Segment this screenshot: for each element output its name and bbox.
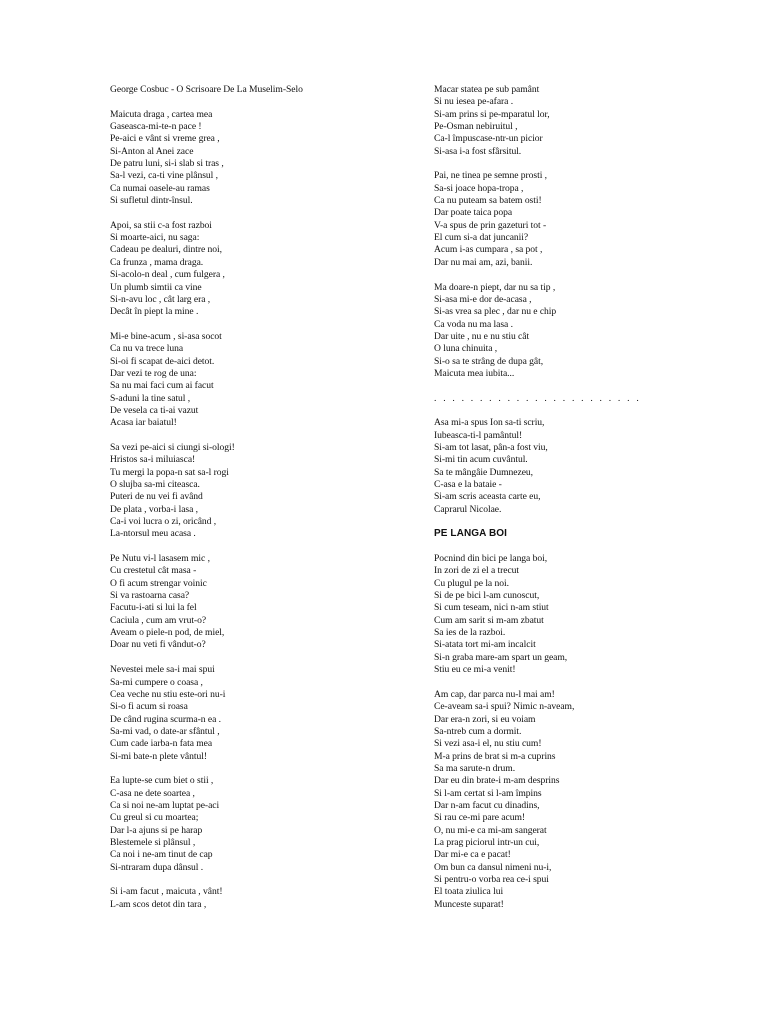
- poem-line: Si-am prins si pe-mparatul lor,: [434, 108, 550, 120]
- poem-line: Mi-e bine-acum , si-asa socot: [110, 330, 222, 342]
- poem-line: El toata ziulica lui: [434, 886, 504, 898]
- poem-line: Om bun ca dansul nimeni nu-i,: [434, 861, 552, 873]
- poem-line: Cum cade iarba-n fata mea: [110, 738, 213, 750]
- stanza-break: [434, 269, 694, 281]
- poem-line: Dar poate taica popa: [434, 207, 513, 219]
- poem-line: Sa-ntreb cum a dormit.: [434, 725, 522, 737]
- poem-line: Acasa iar baiatul!: [110, 417, 177, 429]
- poem-line: Ca-i voi lucra o zi, oricând ,: [110, 516, 217, 528]
- poem-line: S-aduni la tine satul ,: [110, 392, 191, 404]
- stanza-break: [434, 677, 694, 689]
- poem-line: De plata , vorba-i lasa ,: [110, 503, 198, 515]
- poem-line: C-asa e la bataie -: [434, 479, 502, 490]
- poem-line: Ca-l împuscase-ntr-un picior: [434, 133, 543, 145]
- poem-line: Doar nu veti fi vândut-o?: [110, 639, 206, 651]
- stanza-break: [434, 380, 694, 392]
- poem-line: Si rau ce-mi pare acum!: [434, 812, 526, 824]
- poem-line: Sa vezi pe-aici si ciungi si-ologi!: [110, 441, 235, 453]
- poem-line: La-ntorsul meu acasa .: [110, 528, 196, 540]
- poem-line: Dar era-n zori, si eu voiam: [434, 713, 536, 725]
- stanza-break: [110, 430, 370, 442]
- poem-line: La prag piciorul intr-un cui,: [434, 836, 540, 848]
- stanza-break: [110, 541, 370, 553]
- poem-line: C-asa ne dete soartea ,: [110, 787, 195, 799]
- poem-line: Si l-am certat si l-am împins: [434, 787, 542, 799]
- poem-line: Dar uite , nu e nu stiu cât: [434, 330, 530, 342]
- poem-line: Ca voda nu ma lasa .: [434, 318, 513, 330]
- poem-line: El cum si-a dat juncanii?: [434, 232, 529, 244]
- poem-line: Cum am sarit si m-am zbatut: [434, 614, 544, 626]
- poem-line: Ca numai oasele-au ramas: [110, 182, 210, 194]
- stanza-break: [110, 874, 370, 886]
- stanza-break: [110, 652, 370, 664]
- poem-line: Cu crestetul cât masa -: [110, 565, 197, 577]
- poem-line: Macar statea pe sub pamânt: [434, 84, 540, 95]
- poem-line: Si va rastoarna casa?: [110, 590, 190, 602]
- poem-line: O fi acum strengar voinic: [110, 577, 207, 589]
- poem-line: Caciula , cum am vrut-o?: [110, 614, 207, 626]
- poem-line: Si nu iesea pe-afara .: [434, 96, 514, 108]
- poem-line: De când rugina scurma-n ea .: [110, 713, 222, 725]
- poem-line: Si-o sa te strâng de dupa gât,: [434, 355, 544, 367]
- poem-line: Si-mi tin acum cuvântul.: [434, 454, 528, 466]
- stanza-break: [110, 763, 370, 775]
- poem-line: Si-n-avu loc , cât larg era ,: [110, 293, 211, 305]
- poem-line: Dar nu mai am, azi, banii.: [434, 256, 533, 268]
- poem-line: Si-atata tort mi-am incalcit: [434, 639, 536, 651]
- poem-line: Si pentru-o vorba rea ce-i spui: [434, 874, 549, 885]
- poem-line: Maicuta mea iubita...: [434, 367, 515, 379]
- poem-line: Pe-Osman nebiruitul ,: [434, 121, 518, 133]
- poem-line: Sa-mi vad, o date-ar sfântul ,: [110, 725, 220, 737]
- poem-line: Cea veche nu stiu este-ori nu-i: [110, 688, 226, 700]
- poem-line: Sa nu mai faci cum ai facut: [110, 380, 214, 392]
- poem-line: M-a prins de brat si m-a cuprins: [434, 750, 556, 762]
- poem-line: V-a spus de prin gazeturi tot -: [434, 219, 547, 231]
- poem-line: Si-am scris aceasta carte eu,: [434, 491, 541, 503]
- poem-line: Si-mi bate-n plete vântul!: [110, 750, 208, 762]
- poem-line: Ce-aveam sa-i spui? Nimic n-aveam,: [434, 701, 575, 713]
- stanza-break: [434, 158, 694, 170]
- poem-line: Asa mi-a spus Ion sa-ti scriu,: [434, 417, 545, 429]
- poem-line: Si-oi fi scapat de-aici detot.: [110, 355, 215, 367]
- poem-line: Ca nu puteam sa batem osti!: [434, 195, 542, 207]
- poem-line: Nevestei mele sa-i mai spui: [110, 664, 215, 676]
- poem-line: Aveam o piele-n pod, de miel,: [110, 627, 225, 639]
- poem-line: Decât în piept la mine .: [110, 306, 199, 318]
- poem-line: Sa ies de la razboi.: [434, 627, 506, 639]
- poem-heading: PE LANGA BOI: [434, 528, 508, 540]
- poem-line: Ma doare-n piept, dar nu sa tip ,: [434, 281, 556, 293]
- poem-line: Pai, ne tinea pe semne prosti ,: [434, 170, 548, 182]
- stanza-break: [110, 319, 370, 331]
- poem-line: Sa ma sarute-n drum.: [434, 762, 516, 774]
- poem-line: Si-asa i-a fost sfârsitul.: [434, 145, 522, 157]
- poem-line: Pe Nutu vi-l lasasem mic ,: [110, 553, 210, 565]
- poem-line: O, nu mi-e ca mi-am sangerat: [434, 824, 547, 836]
- poem-line: Cu plugul pe la noi.: [434, 577, 509, 589]
- poem-line: Pocnind din bici pe langa boi,: [434, 553, 548, 565]
- poem-line: Si-ntraram dupa dânsul .: [110, 861, 204, 873]
- poem-line: Si-o fi acum si roasa: [110, 701, 188, 713]
- poem-line: Dar eu din brate-i m-am desprins: [434, 775, 560, 787]
- poem-line: Sa-si joace hopa-tropa ,: [434, 182, 524, 194]
- poem-line: L-am scos detot din tara ,: [110, 898, 207, 910]
- stanza-break: [110, 96, 370, 108]
- stanza-break: [434, 405, 694, 417]
- poem-line: Dar n-am facut cu dinadins,: [434, 799, 540, 811]
- poem-line: Blestemele si plânsul ,: [110, 836, 196, 848]
- poem-line: Ca noi i ne-am tinut de cap: [110, 849, 213, 861]
- poem-line: Si sufletul dintr-însul.: [110, 195, 193, 207]
- poem-line: Cadeau pe dealuri, dintre noi,: [110, 244, 222, 256]
- poem-line: Dar vezi te rog de una:: [110, 367, 197, 379]
- poem-line: Caprarul Nicolae.: [434, 503, 502, 515]
- document-title: George Cosbuc - O Scrisoare De La Muselim-Selo: [110, 84, 303, 95]
- poem-line: Si de pe bici l-am cunoscut,: [434, 590, 540, 602]
- poem-line: Am cap, dar parca nu-l mai am!: [434, 688, 555, 700]
- poem-line: Ca nu va trece luna: [110, 343, 184, 355]
- poem-line: Facutu-i-ati si lui la fel: [110, 602, 197, 614]
- poem-line: Si-acolo-n deal , cum fulgera ,: [110, 269, 225, 281]
- poem-line: Si moarte-aici, nu saga:: [110, 232, 200, 244]
- poem-line: Puteri de nu vei fi având: [110, 491, 203, 503]
- poem-line: Acum i-as cumpara , sa pot ,: [434, 244, 543, 256]
- poem-line: Hristos sa-i miluiasca!: [110, 454, 196, 466]
- poem-line: Gaseasca-mi-te-n pace !: [110, 121, 202, 133]
- poem-line: Sa-l vezi, ca-ti vine plânsul ,: [110, 170, 218, 182]
- poem-line: Si-as vrea sa plec , dar nu e chip: [434, 306, 557, 318]
- stanza-break: [110, 207, 370, 219]
- poem-line: Tu mergi la popa-n sat sa-l rogi: [110, 466, 229, 478]
- poem-line: Si-n graba mare-am spart un geam,: [434, 651, 568, 663]
- poem-line: O luna chinuita ,: [434, 343, 498, 355]
- poem-line: Si-am tot lasat, pân-a fost viu,: [434, 441, 548, 453]
- poem-line: Cu greul si cu moartea;: [110, 812, 199, 824]
- poem-line: Ea lupte-se cum biet o stii ,: [110, 775, 214, 787]
- poem-line: Un plumb simtii ca vine: [110, 281, 202, 293]
- stanza-break: [434, 516, 694, 528]
- poem-line: Sa-mi cumpere o coasa ,: [110, 676, 203, 688]
- poem-line: Dar mi-e ca e pacat!: [434, 849, 511, 861]
- poem-line: Iubeasca-ti-l pamântul!: [434, 429, 523, 441]
- poem-line: Si vezi asa-i el, nu stiu cum!: [434, 738, 542, 750]
- poem-line: De vesela ca ti-ai vazut: [110, 404, 199, 416]
- poem-line: Munceste suparat!: [434, 898, 504, 910]
- left-column: [110, 84, 370, 911]
- poem-line: Ca frunza , mama draga.: [110, 256, 204, 268]
- poem-line: Dar l-a ajuns si pe harap: [110, 824, 203, 836]
- right-column: [434, 84, 694, 911]
- poem-line: Stiu eu ce mi-a venit!: [434, 664, 516, 676]
- poem-line: O slujba sa-mi citeasca.: [110, 479, 200, 490]
- poem-line: De patru luni, si-i slab si tras ,: [110, 158, 224, 170]
- poem-line: Ca si noi ne-am luptat pe-aci: [110, 799, 220, 811]
- poem-line: In zori de zi el a trecut: [434, 565, 520, 577]
- poem-line: Si-Anton al Anei zace: [110, 145, 194, 157]
- poem-line: Sa te mângâie Dumnezeu,: [434, 466, 534, 478]
- poem-line: Pe-aici e vânt si vreme grea ,: [110, 133, 220, 145]
- dotted-separator: . . . . . . . . . . . . . . . . . . . . . . .: [434, 392, 641, 404]
- poem-line: Maicuta draga , cartea mea: [110, 108, 213, 120]
- stanza-break: [434, 541, 694, 553]
- poem-line: Si-asa mi-e dor de-acasa ,: [434, 293, 532, 305]
- poem-line: Apoi, sa stii c-a fost razboi: [110, 219, 212, 231]
- poem-line: Si cum teseam, nici n-am stiut: [434, 602, 549, 614]
- poem-line: Si i-am facut , maicuta , vânt!: [110, 886, 223, 898]
